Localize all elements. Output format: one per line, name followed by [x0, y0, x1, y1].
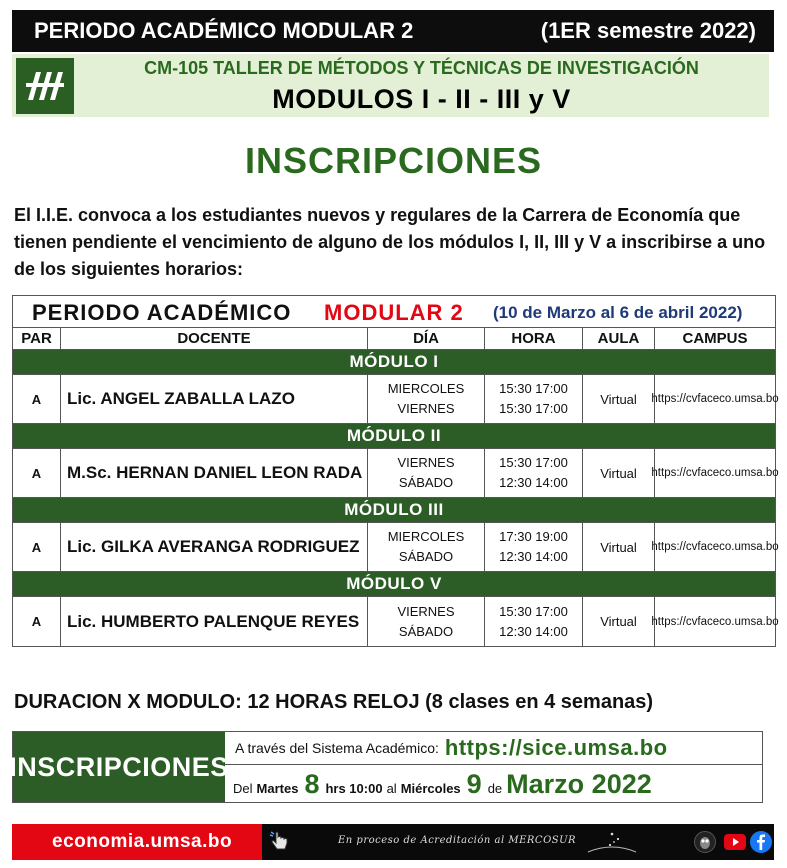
par-cell: A [13, 523, 61, 571]
par-cell: A [13, 375, 61, 423]
campus-link[interactable]: https://cvfaceco.umsa.bo [651, 393, 779, 405]
course-box [12, 54, 769, 117]
dia-cell [368, 449, 485, 497]
aula-cell: Virtual [583, 523, 655, 571]
hora-value: 12:30 14:00 [499, 623, 568, 639]
schedule-table [12, 295, 779, 647]
hora-cell [485, 523, 583, 571]
header-bar [12, 10, 774, 52]
docente-cell: Lic. GILKA AVERANGA RODRIGUEZ [61, 523, 368, 571]
de-text: de [487, 781, 503, 796]
par-cell: A [13, 449, 61, 497]
column-header: PAR [13, 328, 61, 349]
youtube-icon[interactable] [724, 831, 746, 853]
hora-cell [485, 375, 583, 423]
module-header: MÓDULO V [13, 572, 775, 597]
table-column-headers [13, 328, 775, 350]
docente-cell: Lic. HUMBERTO PALENQUE REYES [61, 597, 368, 646]
dia-value: SÁBADO [398, 623, 454, 639]
table-row [13, 375, 779, 424]
miercoles-text: Miércoles [400, 781, 461, 796]
inscription-dates [225, 765, 762, 802]
semester-label: (1ER semestre 2022) [540, 18, 756, 43]
module-header: MÓDULO III [13, 498, 775, 523]
column-header: CAMPUS [682, 330, 748, 347]
al-text: al [386, 781, 397, 796]
del-text: Del [233, 781, 253, 796]
column-header: DÍA [368, 328, 485, 349]
hora-cell [485, 449, 583, 497]
dia-cell [368, 597, 485, 646]
accreditation-note: En proceso de Acreditación al MERCOSUR [338, 835, 577, 846]
inscription-box [9, 731, 763, 803]
footer-bar [12, 824, 774, 860]
dia-value: VIERNES [397, 455, 455, 470]
course-modules: MODULOS I - II - III y V [272, 84, 571, 114]
month-year: Marzo 2022 [506, 769, 652, 799]
end-day: 9 [466, 769, 482, 799]
hora-value: 15:30 17:00 [499, 381, 568, 396]
dia-value: VIERNES [397, 603, 455, 619]
iie-logo-icon [16, 58, 74, 114]
hora-value: 12:30 14:00 [499, 475, 568, 490]
intro-paragraph: El I.I.E. convoca a los estudiantes nuevos y regulares de la Carrera de Economía que tienen pendiente el vencimiento de alguno de los módulos I, II, III y V a inscribirse a uno de los siguientes horarios: [14, 205, 766, 279]
column-header: DOCENTE [61, 328, 368, 349]
period-label: PERIODO ACADÉMICO [32, 300, 292, 325]
start-hour: hrs 10:00 [325, 781, 383, 796]
dia-value: SÁBADO [398, 549, 454, 564]
campus-link[interactable]: https://cvfaceco.umsa.bo [651, 615, 779, 628]
hora-value: 15:30 17:00 [499, 603, 568, 619]
hora-value: 17:30 19:00 [499, 529, 568, 544]
hora-value: 15:30 17:00 [499, 401, 568, 416]
facebook-icon[interactable] [750, 831, 772, 853]
dia-cell [368, 375, 485, 423]
dia-value: MIERCOLES [387, 381, 465, 396]
aula-cell: Virtual [583, 449, 655, 497]
duration-note: DURACION X MODULO: 12 HORAS RELOJ (8 clases en 4 semanas) [14, 691, 654, 713]
table-row [13, 449, 779, 498]
inscription-details [225, 732, 762, 802]
module-header: MÓDULO II [13, 424, 775, 449]
mercosur-stars-icon [582, 830, 642, 856]
campus-link[interactable]: https://cvfaceco.umsa.bo [651, 541, 779, 553]
hand-pointer-icon [266, 828, 294, 856]
start-day: 8 [304, 769, 320, 799]
dia-value: VIERNES [397, 401, 455, 416]
period-dates: (10 de Marzo al 6 de abril 2022) [493, 303, 743, 322]
hora-value: 15:30 17:00 [499, 455, 568, 470]
sice-link[interactable]: https://sice.umsa.bo [444, 735, 668, 760]
owl-icon[interactable] [694, 831, 716, 853]
dia-value: MIERCOLES [387, 529, 465, 544]
modular-label: MODULAR 2 [324, 300, 464, 325]
docente-cell: M.Sc. HERNAN DANIEL LEON RADA [61, 449, 368, 497]
via-text: A través del Sistema Académico: [235, 740, 439, 756]
period-title: PERIODO ACADÉMICO MODULAR 2 [34, 18, 414, 43]
dia-value: SÁBADO [398, 475, 454, 490]
par-cell: A [13, 597, 61, 646]
campus-link[interactable]: https://cvfaceco.umsa.bo [651, 467, 779, 479]
column-header: HORA [485, 328, 583, 349]
course-code-title: CM-105 TALLER DE MÉTODOS Y TÉCNICAS DE INVESTIGACIÓN [144, 58, 699, 78]
hora-value: 12:30 14:00 [499, 549, 568, 564]
aula-cell: Virtual [583, 375, 655, 423]
aula-cell: Virtual [583, 597, 655, 646]
module-header: MÓDULO I [13, 350, 775, 375]
inscription-label: INSCRIPCIONES [13, 732, 225, 802]
martes-text: Martes [256, 781, 299, 796]
docente-cell: Lic. ANGEL ZABALLA LAZO [61, 375, 368, 423]
table-period-header [13, 296, 775, 328]
column-header: AULA [583, 328, 655, 349]
table-row [13, 523, 779, 572]
dia-cell [368, 523, 485, 571]
hora-cell [485, 597, 583, 646]
site-link[interactable]: economia.umsa.bo [12, 824, 262, 860]
page-title: INSCRIPCIONES [244, 140, 543, 181]
inscription-via [225, 732, 762, 765]
table-row [13, 597, 779, 646]
